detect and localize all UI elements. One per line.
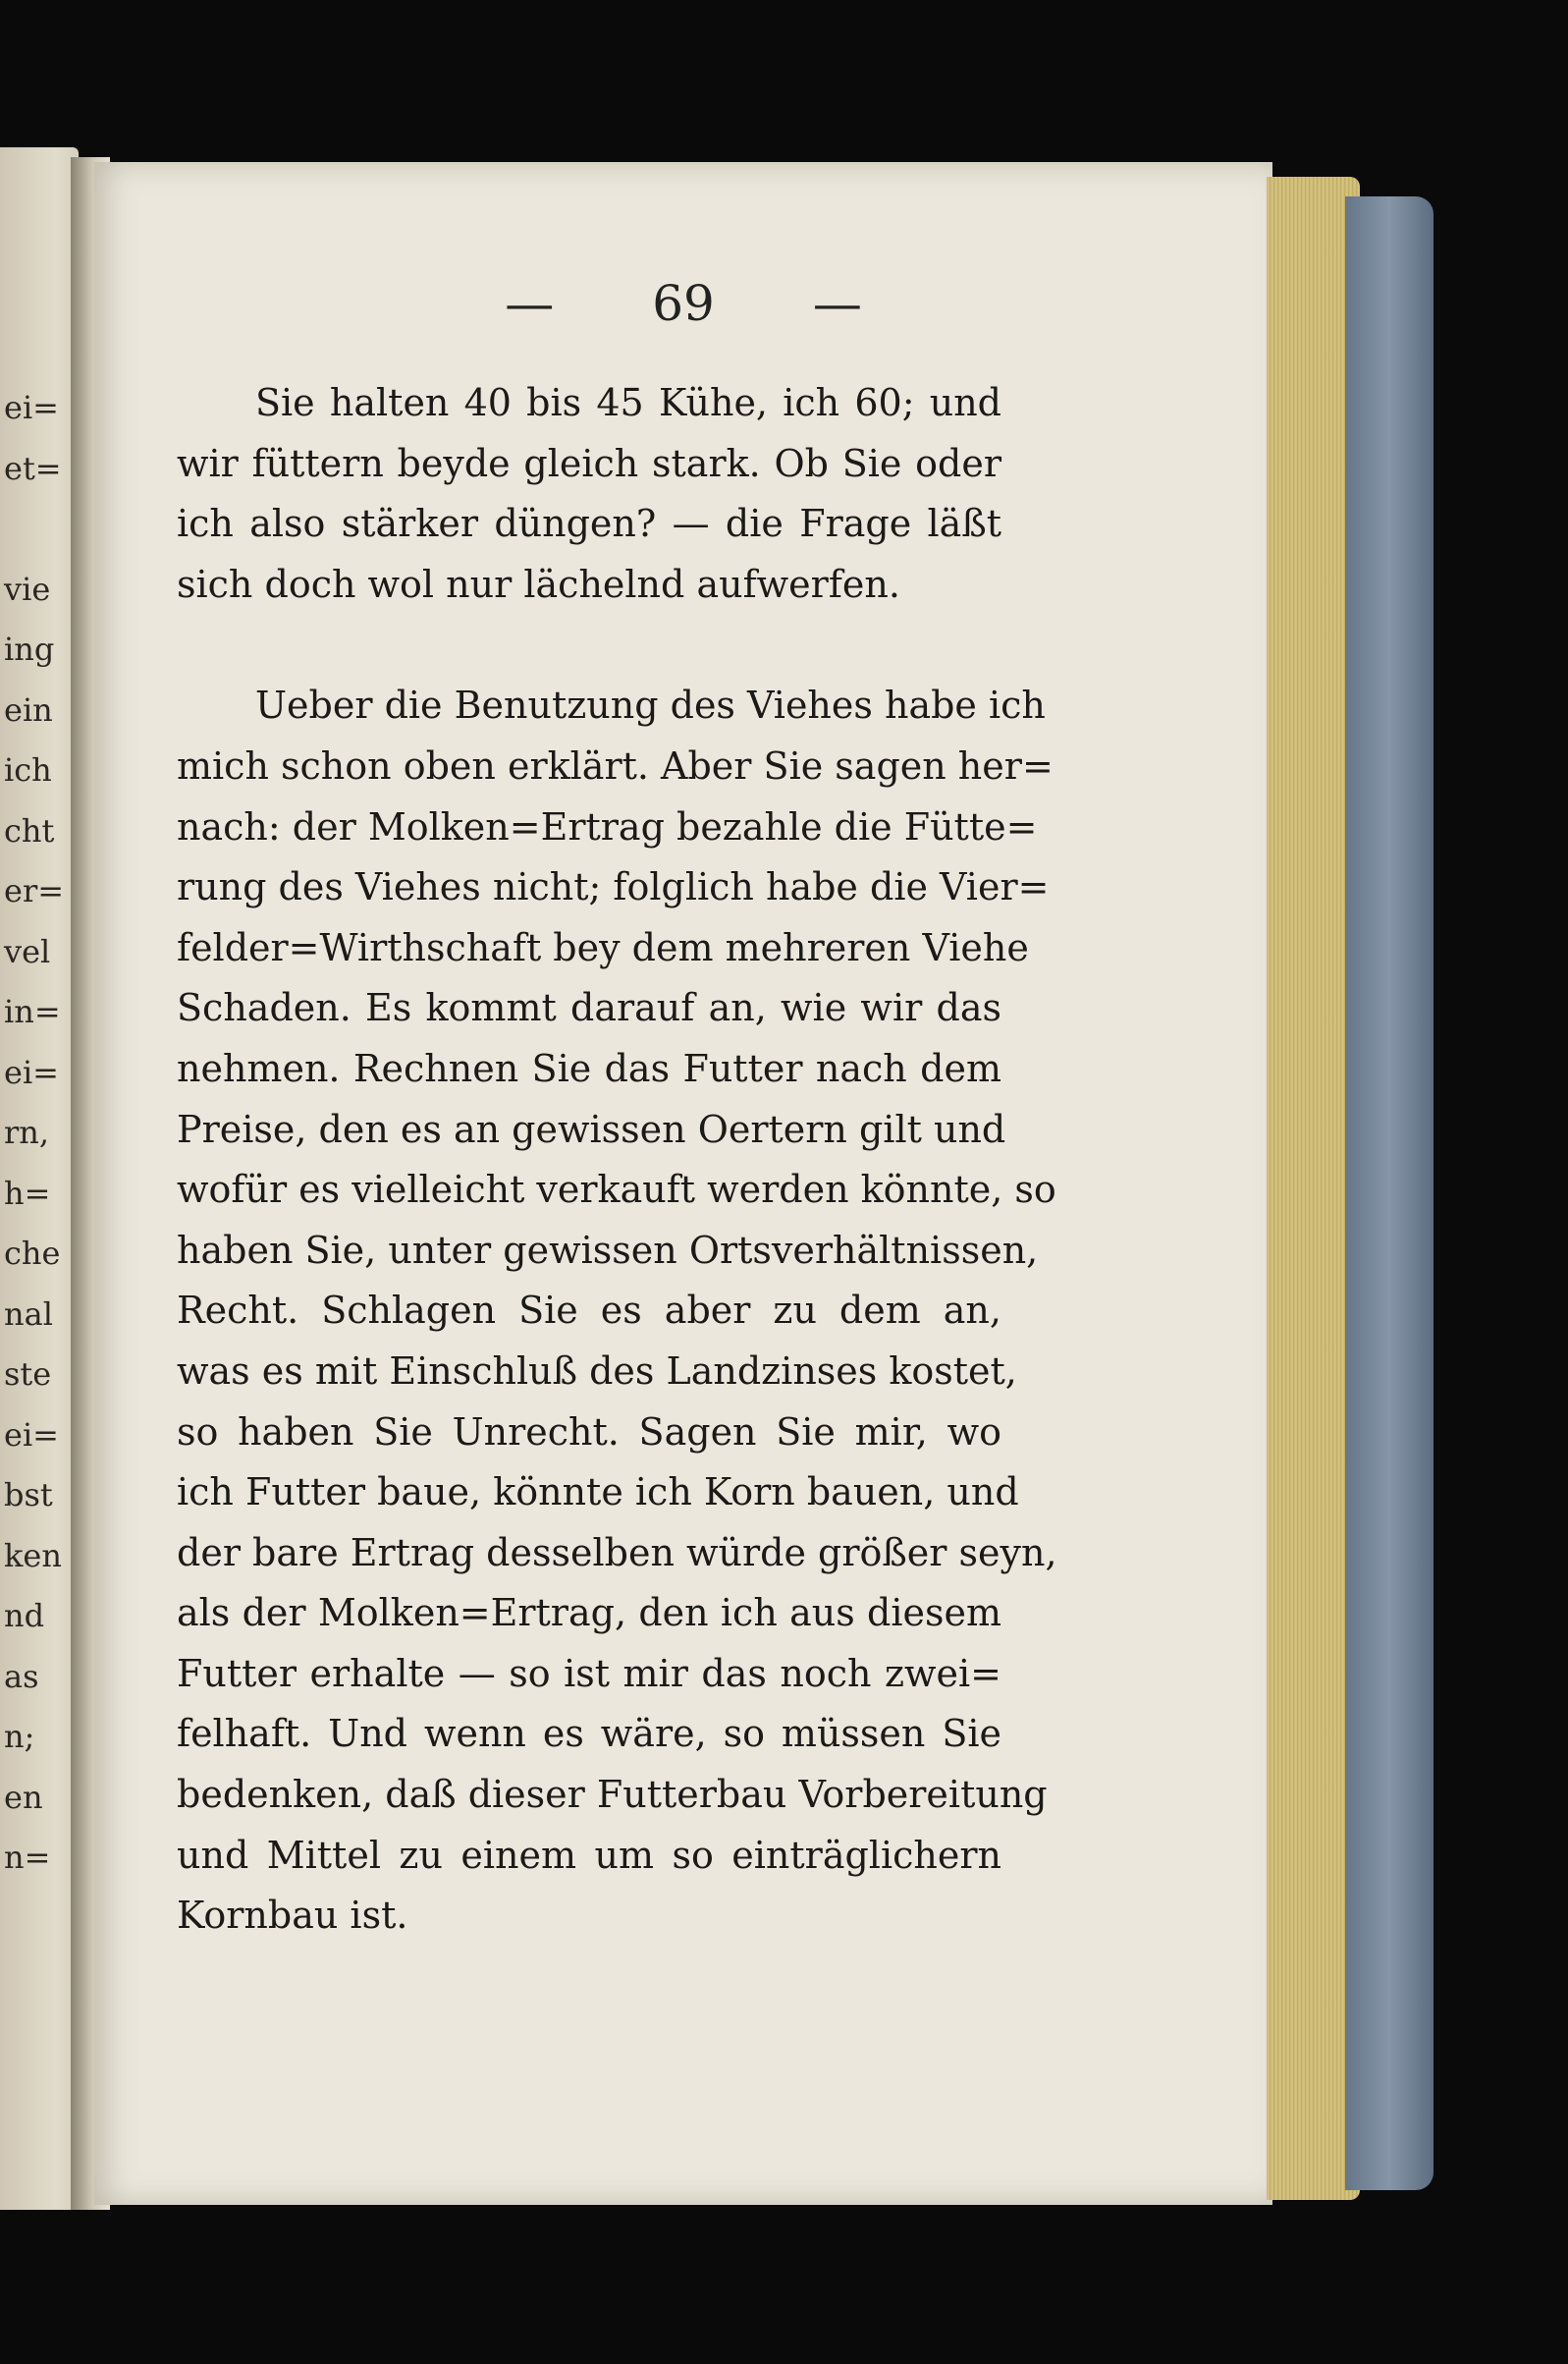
previous-page-fragment: nd [4,1597,45,1634]
previous-page-fragment: h= [4,1174,51,1212]
previous-page-fragment [4,499,73,560]
text-line: als der Molken=Ertrag, den ich aus diesem [177,1591,1001,1635]
text-line: nach: der Molken=Ertrag bezahle die Fütte= [177,804,1038,849]
previous-page-fragment: er= [4,872,65,909]
previous-page-fragment: et= [4,449,62,487]
previous-page-fragment: ei= [4,1053,59,1091]
previous-page-fragment: cht [4,811,55,850]
head-dash-right: — [812,275,862,332]
previous-page-fragment: en [4,1778,43,1816]
text-line: Sie halten 40 bis 45 Kühe, ich 60; und [255,381,1001,424]
previous-page-fragment: ken [4,1536,62,1574]
paragraph-1 [177,373,1001,615]
previous-page-fragment: ei= [4,389,59,426]
text-line: bedenken, daß dieser Futterbau Vorbereitung [177,1773,1048,1817]
text-line: Futter erhalte — so ist mir das noch zwei= [177,1651,1001,1695]
previous-page-fragment: n; [4,1718,35,1755]
text-line: Recht. Schlagen Sie es aber zu dem an, [177,1289,1001,1333]
text-line: Preise, den es an gewissen Oertern gilt und [177,1107,1006,1151]
text-line: Ueber die Benutzung des Viehes habe ich [255,684,1046,728]
text-line: so haben Sie Unrecht. Sagen Sie mir, wo [177,1409,1001,1454]
text-line: wofür es vielleicht verkauft werden könnte, so [177,1168,1056,1212]
text-line: nehmen. Rechnen Sie das Futter nach dem [177,1046,1001,1090]
text-line: rung des Viehes nicht; folglich habe die Vier= [177,865,1050,909]
text-line: was es mit Einschluß des Landzinses kostet, [177,1348,1017,1393]
previous-page-fragment: n= [4,1839,51,1876]
previous-page-edge [0,147,79,2210]
previous-page-fragment: ein [4,690,53,729]
text-line: und Mittel zu einem um so einträglichern [177,1833,1001,1877]
previous-page-fragment: rn, [4,1114,50,1151]
text-line: felder=Wirthschaft bey dem mehreren Viehe [177,925,1029,969]
previous-page-fragment: ich [4,751,52,789]
text-line: felhaft. Und wenn es wäre, so müssen Sie [177,1712,1001,1756]
previous-page-fragments [4,378,73,1889]
paragraph-2 [177,676,1057,1946]
page-number: 69 [652,275,715,332]
previous-page-fragment: che [4,1235,61,1272]
text-line: der bare Ertrag desselben würde größer seyn, [177,1530,1057,1574]
text-line: Kornbau ist. [177,1894,408,1938]
body-text [177,373,1057,1947]
text-line: mich schon oben erklärt. Aber Sie sagen her= [177,743,1054,788]
book-cover-board [1345,196,1433,2190]
text-line: haben Sie, unter gewissen Ortsverhältnissen, [177,1228,1039,1272]
text-line: ich Futter baue, könnte ich Korn bauen, und [177,1470,1019,1514]
previous-page-fragment: as [4,1657,39,1695]
text-line: sich doch wol nur lächelnd aufwerfen. [177,562,900,606]
previous-page-fragment: ste [4,1355,52,1393]
running-head [94,275,1272,332]
text-line: ich also stärker düngen? — die Frage läßt [177,502,1001,546]
previous-page-fragment: vie [4,570,51,608]
previous-page-fragment: vel [4,932,51,970]
previous-page-fragment: in= [4,993,61,1030]
text-line: wir füttern beyde gleich stark. Ob Sie oder [177,441,1001,485]
previous-page-fragment: bst [4,1476,53,1513]
previous-page-fragment: ing [4,631,55,668]
head-dash-left: — [505,275,555,332]
previous-page-fragment: nal [4,1294,53,1333]
text-line: Schaden. Es kommt darauf an, wie wir das [177,986,1001,1030]
previous-page-fragment: ei= [4,1415,59,1454]
